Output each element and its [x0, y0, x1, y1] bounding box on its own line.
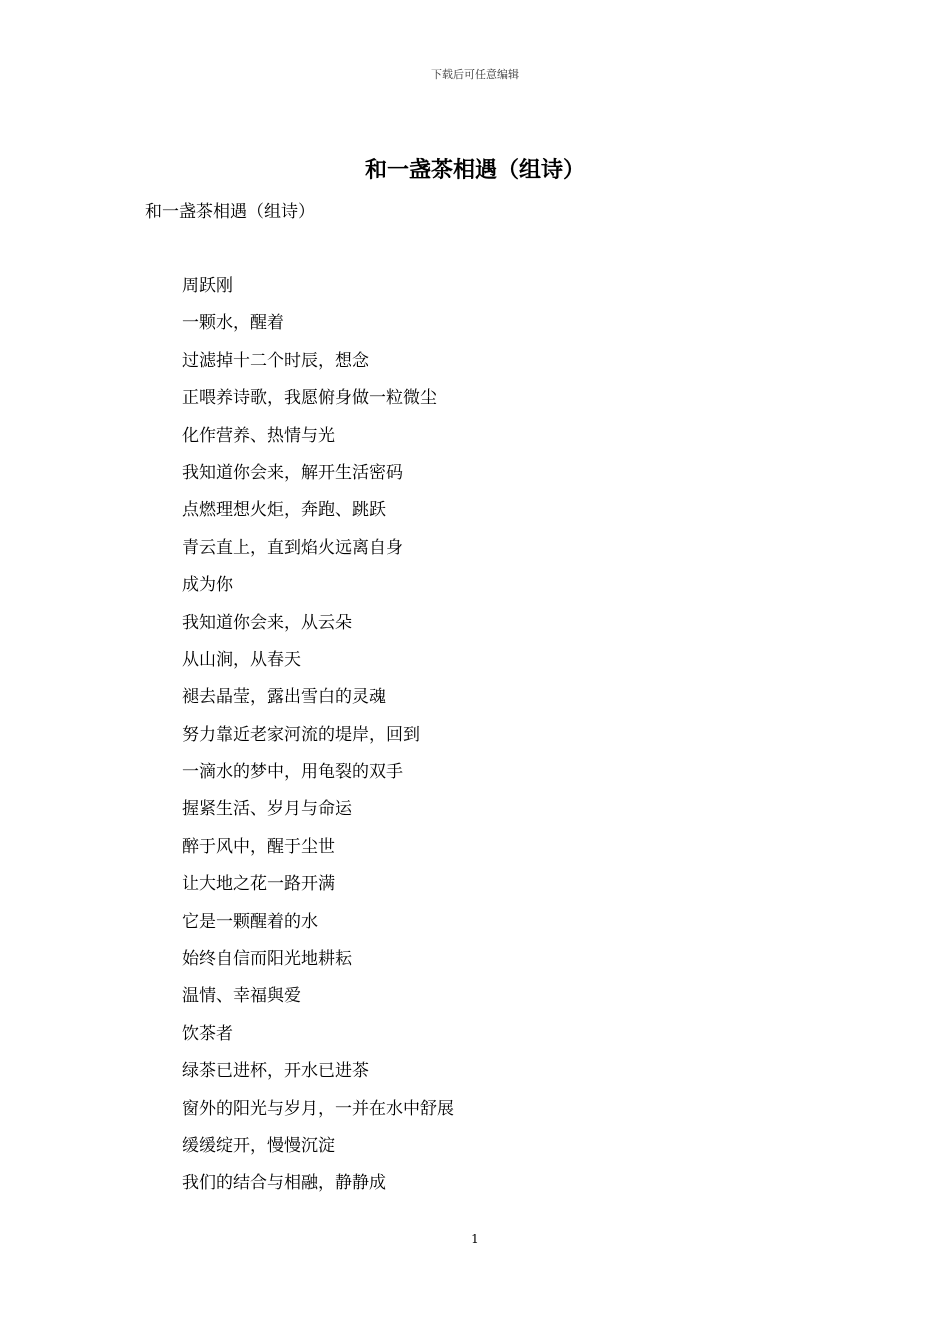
poem-line: 我们的结合与相融，静静成: [182, 1173, 386, 1194]
poem-line: 握紧生活、岁月与命运: [182, 799, 352, 820]
poem-line: 努力靠近老家河流的堤岸，回到: [182, 724, 420, 745]
poem-line: 成为你: [182, 575, 233, 596]
document-subtitle: 和一盏茶相遇（组诗）: [145, 202, 315, 222]
poem-line: 窗外的阳光与岁月，一并在水中舒展: [182, 1098, 454, 1119]
poem-line: 点燃理想火炬，奔跑、跳跃: [182, 500, 386, 521]
poem-line: 它是一颗醒着的水: [182, 911, 318, 932]
poem-line: 缓缓绽开，慢慢沉淀: [182, 1135, 335, 1156]
poem-body: [182, 268, 454, 1203]
page-header: 下载后可任意编辑: [431, 68, 519, 81]
poem-line: 一颗水，醒着: [182, 313, 284, 334]
poem-line: 始终自信而阳光地耕耘: [182, 949, 352, 970]
poem-line: 青云直上，直到焰火远离自身: [182, 537, 403, 558]
poem-line: 让大地之花一路开满: [182, 874, 335, 895]
section-heading: 饮茶者: [182, 1023, 233, 1044]
poem-line: 正喂养诗歌，我愿俯身做一粒微尘: [182, 388, 437, 409]
poem-line: 一滴水的梦中，用龟裂的双手: [182, 762, 403, 783]
poem-line: 醉于风中，醒于尘世: [182, 836, 335, 857]
poem-line: 我知道你会来，解开生活密码: [182, 462, 403, 483]
document-title: 和一盏茶相遇（组诗）: [364, 157, 585, 183]
page-number: 1: [471, 1232, 479, 1246]
poem-line: 化作营养、热情与光: [182, 425, 335, 446]
poem-line: 褪去晶莹，露出雪白的灵魂: [182, 687, 386, 708]
poem-author: 周跃刚: [182, 276, 233, 296]
poem-line: 过滤掉十二个时辰，想念: [182, 350, 369, 371]
poem-line: 从山涧，从春天: [182, 649, 301, 670]
poem-line: 温情、幸福與爱: [182, 986, 301, 1007]
poem-line: 我知道你会来，从云朵: [182, 612, 352, 633]
poem-line: 绿茶已进杯，开水已进茶: [182, 1061, 369, 1082]
